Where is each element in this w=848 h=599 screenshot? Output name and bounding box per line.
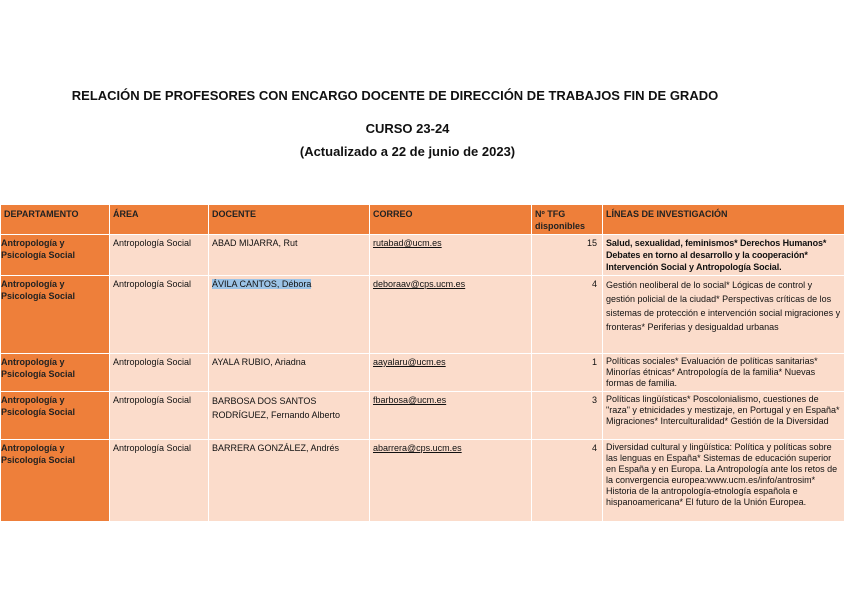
cell-lineas: Salud, sexualidad, feminismos* Derechos Humanos* Debates en torno al desarrollo y la cooperación* Intervención Social y Antropología Social.: [603, 235, 845, 276]
cell-tfg: 3: [532, 392, 603, 440]
header-area: ÁREA: [110, 205, 209, 235]
email-link[interactable]: rutabad@ucm.es: [373, 238, 442, 248]
cell-departamento: Antropología y Psicología Social: [1, 276, 110, 354]
cell-tfg: 1: [532, 354, 603, 392]
table-row: [1, 354, 845, 392]
selected-text[interactable]: ÁVILA CANTOS, Débora: [212, 279, 312, 289]
email-link[interactable]: aayalaru@ucm.es: [373, 357, 446, 367]
table-row: [1, 235, 845, 276]
cell-tfg: 4: [532, 276, 603, 354]
cell-area: Antropología Social: [110, 392, 209, 440]
document-title: RELACIÓN DE PROFESORES CON ENCARGO DOCENTE DE DIRECCIÓN DE TRABAJOS FIN DE GRADO: [71, 88, 719, 103]
email-link[interactable]: abarrera@cps.ucm.es: [373, 443, 462, 453]
cell-docente: BARRERA GONZÁLEZ, Andrés: [209, 440, 370, 522]
cell-departamento: Antropología y Psicología Social: [1, 354, 110, 392]
cell-lineas: Políticas lingüísticas* Poscolonialismo, cuestiones de "raza" y etnicidades y mestizaje, en Portugal y en España* Migraciones* Interculturalidad* Gestión de la Diversidad: [603, 392, 845, 440]
header-lineas: LÍNEAS DE INVESTIGACIÓN: [603, 205, 845, 235]
cell-docente: AYALA RUBIO, Ariadna: [209, 354, 370, 392]
cell-correo: [370, 276, 532, 354]
cell-departamento: Antropología y Psicología Social: [1, 235, 110, 276]
cell-correo: [370, 354, 532, 392]
cell-docente: [209, 276, 370, 354]
cell-area: Antropología Social: [110, 235, 209, 276]
header-docente: DOCENTE: [209, 205, 370, 235]
cell-departamento: Antropología y Psicología Social: [1, 440, 110, 522]
cell-correo: [370, 440, 532, 522]
updated-date: (Actualizado a 22 de junio de 2023): [299, 144, 516, 159]
table-row: [1, 276, 845, 354]
email-link[interactable]: deboraav@cps.ucm.es: [373, 279, 466, 289]
course-label: CURSO 23-24: [365, 121, 450, 136]
cell-lineas: Diversidad cultural y lingüística: Política y políticas sobre las lenguas en España* Sistemas de educación superior en España y en Europa. La Antropología ante los retos de la convergencia europea:www.ucm.es/info/antrosim* Historia de la antropología-etnología española e hispanoamericana* El futuro de la Unión Europea.: [603, 440, 845, 522]
cell-correo: [370, 235, 532, 276]
cell-tfg: 4: [532, 440, 603, 522]
cell-tfg: 15: [532, 235, 603, 276]
cell-area: Antropología Social: [110, 354, 209, 392]
cell-docente: BARBOSA DOS SANTOS RODRÍGUEZ, Fernando Alberto: [209, 392, 370, 440]
cell-departamento: Antropología y Psicología Social: [1, 392, 110, 440]
table-row: [1, 392, 845, 440]
header-departamento: DEPARTAMENTO: [1, 205, 110, 235]
table-header-row: [1, 205, 845, 235]
email-link[interactable]: fbarbosa@ucm.es: [373, 395, 447, 405]
cell-docente: ABAD MIJARRA, Rut: [209, 235, 370, 276]
table-row: [1, 440, 845, 522]
cell-area: Antropología Social: [110, 440, 209, 522]
header-tfg: Nº TFG disponibles: [532, 205, 603, 235]
cell-lineas: Gestión neoliberal de lo social* Lógicas de control y gestión policial de la ciudad* Perspectivas críticas de los sistemas de protección e intervención social migraciones y fronteras* Periferias y desigualdad urbanas: [603, 276, 845, 354]
header-correo: CORREO: [370, 205, 532, 235]
cell-area: Antropología Social: [110, 276, 209, 354]
cell-correo: [370, 392, 532, 440]
professors-table: [0, 204, 845, 522]
cell-lineas: Políticas sociales* Evaluación de políticas sanitarias* Minorías étnicas* Antropología de la familia* Nuevas formas de familia.: [603, 354, 845, 392]
